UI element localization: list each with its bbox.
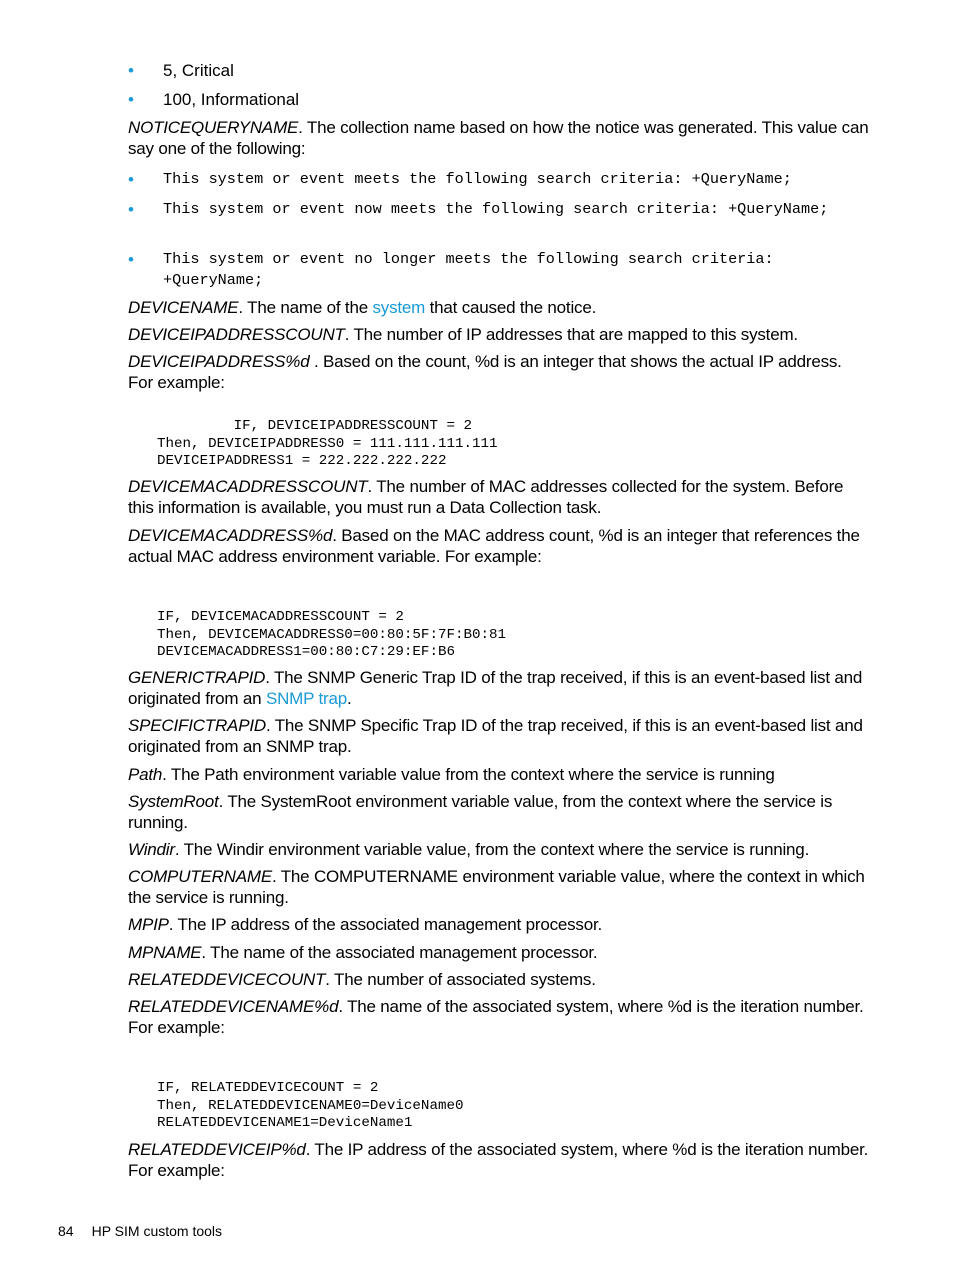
definition-term: DEVICEMACADDRESSCOUNT <box>128 477 368 496</box>
definition-text: . The SNMP Specific Trap ID of the trap received, if this is an event-based list and originated from an SNMP trap. <box>128 716 863 756</box>
code-line: RELATEDDEVICENAME1=DeviceName1 <box>157 1115 413 1131</box>
definition-term: Path <box>128 765 163 784</box>
list-item-text: This system or event now meets the following search criteria: +QueryName; <box>163 200 829 218</box>
code-line: Then, DEVICEMACADDRESS0=00:80:5F:7F:B0:81 <box>157 626 507 643</box>
definition-text: that caused the notice. <box>425 298 597 317</box>
definition-term: NOTICEQUERYNAME <box>128 118 299 137</box>
code-example-related <box>157 1080 464 1133</box>
code-line: IF, DEVICEMACADDRESSCOUNT = 2 <box>157 609 404 625</box>
definition-text: . The collection name based on how the notice was generated. This value can say one of the following: <box>128 118 869 158</box>
page-footer <box>58 1222 222 1240</box>
definition-term: RELATEDDEVICENAME%d <box>128 997 339 1016</box>
definition-devicemacaddress <box>128 525 870 567</box>
list-item-text: This system or event no longer meets the following search criteria: +QueryName; <box>163 250 774 289</box>
definition-noticequeryname <box>128 117 870 159</box>
bullet-icon: • <box>128 90 134 109</box>
definition-path <box>128 764 870 785</box>
code-line: Then, RELATEDDEVICENAME0=DeviceName0 <box>157 1097 464 1114</box>
bullet-icon: • <box>128 170 134 189</box>
definition-text: . Based on the count, %d is an integer that shows the actual IP address. For example: <box>128 352 842 392</box>
definition-text: . The Windir environment variable value, from the context where the service is running. <box>174 840 810 859</box>
definition-relateddeviceip <box>128 1139 870 1181</box>
snmp-trap-link[interactable]: SNMP trap <box>265 689 347 708</box>
definition-text: . The number of MAC addresses collected for the system. Before this information is available, you must run a Data Collection task. <box>128 477 844 517</box>
definition-deviceipaddress <box>128 351 870 393</box>
definition-computername <box>128 866 870 908</box>
definition-term: RELATEDDEVICEIP%d <box>128 1140 306 1159</box>
definition-term: MPIP <box>128 915 169 934</box>
definition-windir <box>128 839 870 860</box>
definition-term: DEVICENAME <box>128 298 239 317</box>
definition-mpname <box>128 942 870 963</box>
definition-generictrapid <box>128 667 870 709</box>
code-line: DEVICEIPADDRESS1 = 222.222.222.222 <box>157 453 447 469</box>
code-line: IF, RELATEDDEVICECOUNT = 2 <box>157 1080 379 1096</box>
definition-specifictrapid <box>128 715 870 757</box>
definition-term: Windir <box>128 840 175 859</box>
definition-relateddevicecount <box>128 969 870 990</box>
definition-text: . The SystemRoot environment variable value, from the context where the service is running. <box>128 792 833 832</box>
page-number: 84 <box>58 1223 74 1239</box>
code-example-ip <box>157 418 498 471</box>
definition-text: . The COMPUTERNAME environment variable value, where the context in which the service is running. <box>128 867 865 907</box>
definition-term: DEVICEMACADDRESS%d <box>128 526 333 545</box>
list-item-text: 100, Informational <box>163 90 300 109</box>
definition-term: COMPUTERNAME <box>128 867 272 886</box>
definition-text: . The SNMP Generic Trap ID of the trap received, if this is an event-based list and originated from an <box>128 668 863 708</box>
definition-relateddevicename <box>128 996 870 1038</box>
code-line: Then, DEVICEIPADDRESS0 = 111.111.111.111 <box>157 435 498 452</box>
definition-systemroot <box>128 791 870 833</box>
definition-text: . The IP address of the associated system, where %d is the iteration number. For example: <box>128 1140 869 1180</box>
system-link[interactable]: system <box>372 298 426 317</box>
definition-term: DEVICEIPADDRESSCOUNT <box>128 325 345 344</box>
code-line: DEVICEMACADDRESS1=00:80:C7:29:EF:B6 <box>157 644 455 660</box>
definition-text: . The number of associated systems. <box>325 970 596 989</box>
definition-term: RELATEDDEVICECOUNT <box>128 970 326 989</box>
definition-term: GENERICTRAPID <box>128 668 266 687</box>
definition-term: SPECIFICTRAPID <box>128 716 266 735</box>
definition-deviceipaddresscount <box>128 324 870 345</box>
list-item-text: This system or event meets the following search criteria: +QueryName; <box>163 170 792 188</box>
definition-term: DEVICEIPADDRESS%d <box>128 352 310 371</box>
definition-mpip <box>128 914 870 935</box>
definition-devicemacaddresscount <box>128 476 870 518</box>
bullet-icon: • <box>128 250 134 269</box>
definition-devicename <box>128 297 870 318</box>
definition-text: . The name of the associated management processor. <box>201 943 598 962</box>
bullet-icon: • <box>128 200 134 219</box>
code-example-mac <box>157 609 506 662</box>
definition-text: . <box>346 689 352 708</box>
definition-text: . The Path environment variable value from the context where the service is running <box>162 765 775 784</box>
section-title: HP SIM custom tools <box>91 1223 223 1239</box>
definition-text: . The number of IP addresses that are mapped to this system. <box>344 325 798 344</box>
definition-text: . Based on the MAC address count, %d is an integer that references the actual MAC address environment variable. For example: <box>128 526 860 566</box>
definition-term: MPNAME <box>128 943 202 962</box>
list-item-text: 5, Critical <box>163 61 234 80</box>
definition-term: SystemRoot <box>128 792 219 811</box>
definition-text: . The name of the <box>238 298 373 317</box>
definition-text: . The IP address of the associated management processor. <box>168 915 603 934</box>
definition-text: . The name of the associated system, where %d is the iteration number. For example: <box>128 997 864 1037</box>
code-line: IF, DEVICEIPADDRESSCOUNT = 2 <box>157 418 473 434</box>
bullet-icon: • <box>128 61 134 80</box>
